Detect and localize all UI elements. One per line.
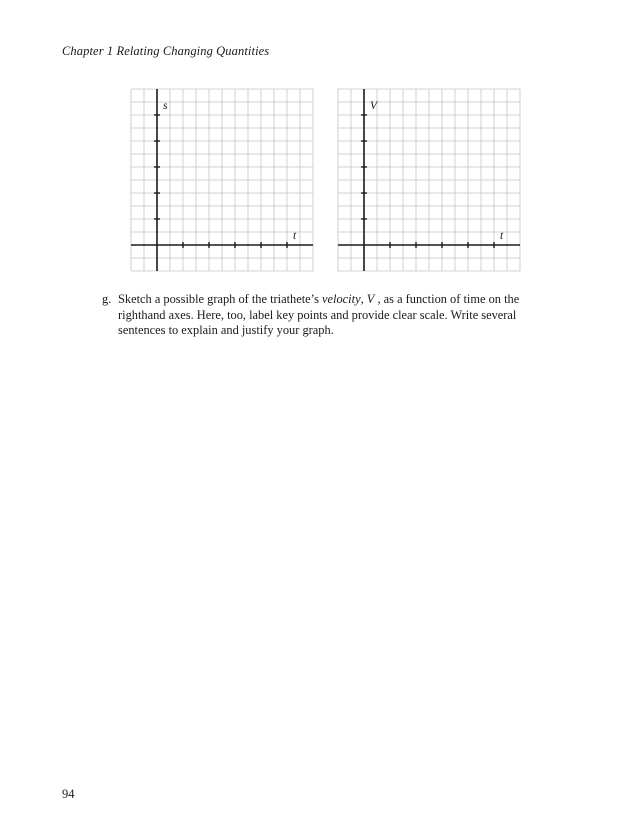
question-marker: g. bbox=[102, 292, 112, 306]
position-graph bbox=[130, 88, 314, 272]
vertical-axis-label: V bbox=[370, 100, 378, 112]
question-text-part1: Sketch a possible graph of the triathete’s bbox=[118, 292, 323, 306]
question-text-part2: , bbox=[360, 292, 367, 306]
horizontal-axis-label: t bbox=[293, 230, 297, 242]
question-text-part3: , as a function of time on the righthand axes. Here, too, label key points and provide clear scale. Write several sentences to explain and justify your graph. bbox=[118, 292, 520, 337]
grid-lines bbox=[338, 89, 520, 271]
horizontal-axis-label: t bbox=[500, 230, 504, 242]
question-variable: V bbox=[366, 292, 375, 306]
page-number: 94 bbox=[62, 787, 75, 801]
velocity-graph bbox=[337, 88, 521, 272]
question-emphasis: velocity bbox=[322, 292, 361, 306]
question-text bbox=[118, 292, 542, 339]
vertical-axis-label: s bbox=[163, 100, 168, 112]
velocity-graph-svg bbox=[337, 88, 521, 272]
grid-lines bbox=[131, 89, 313, 271]
running-head: Chapter 1 Relating Changing Quantities bbox=[62, 44, 270, 58]
question-g bbox=[102, 292, 542, 339]
position-graph-svg bbox=[130, 88, 314, 272]
